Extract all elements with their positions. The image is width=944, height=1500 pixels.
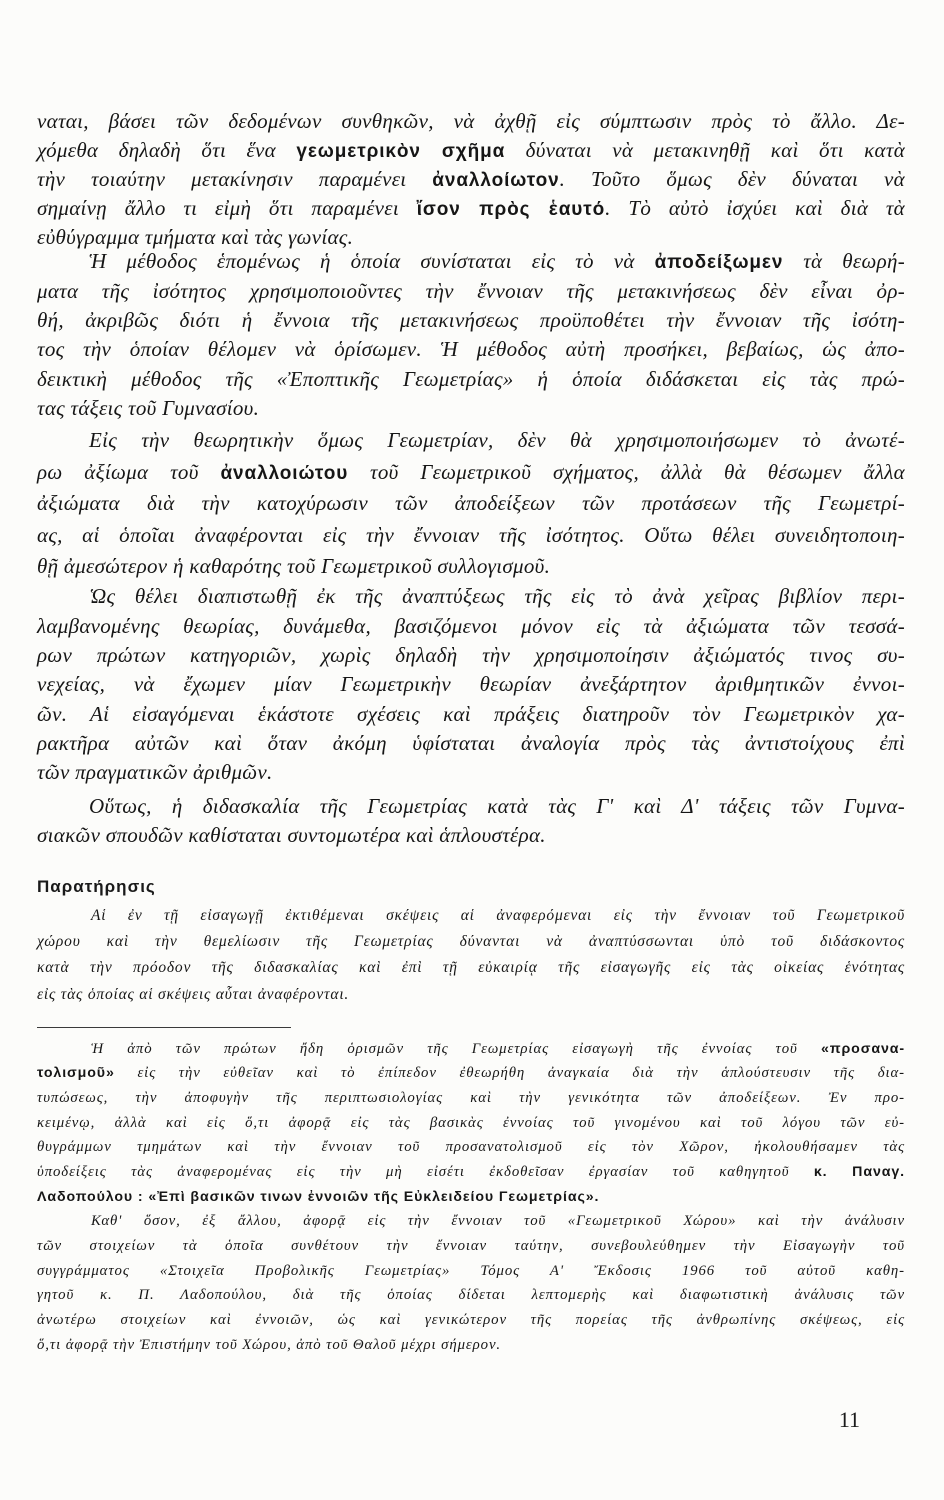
remark-heading: Παρατήρησις	[37, 877, 156, 896]
body-paragraph-4	[37, 582, 905, 787]
text-run: ὑποδείξεις τὰς ἀναφερομένας εἰς τὴν μὴ εἰσέτι ἐκδοθεῖσαν ἐργασίαν τοῦ καθηγητοῦ	[37, 1163, 814, 1180]
text-line-content	[91, 1037, 905, 1062]
text-line-content	[37, 107, 905, 136]
text-run: εἰς τὰς ὁποίας αἱ σκέψεις αὗται ἀναφέρονται.	[37, 985, 350, 1003]
bold-term: ἀναλλοιώτου	[220, 462, 349, 484]
text-line	[37, 1209, 905, 1234]
bold-term: τολισμοῦ»	[37, 1065, 115, 1082]
footnote	[37, 1037, 905, 1358]
text-line-content	[37, 136, 905, 166]
body-paragraph-3	[37, 425, 905, 583]
text-line-content	[89, 425, 905, 457]
text-run: ῶν. Αἱ εἰσαγόμεναι ἑκάστοτε σχέσεις καὶ πράξεις διατηροῦν τὸν Γεωμετρικὸν χα-	[37, 701, 905, 726]
text-run: τος τὴν ὁποίαν θέλομεν νὰ ὁρίσωμεν. Ἡ μέθοδος αὐτὴ προσήκει, βεβαίως, ὡς ἀπο-	[37, 337, 905, 362]
text-run: ἀξιώματα διὰ τὴν κατοχύρωσιν τῶν ἀποδείξεων τῶν προτάσεων τῆς Γεωμετρί-	[37, 491, 905, 516]
text-run: ρακτῆρα αὐτῶν καὶ ὅταν ἀκόμη ὑφίσταται ἀναλογία πρὸς τὰς ἀντιστοίχους ἐπὶ	[37, 730, 905, 755]
text-run: ρω ἀξίωμα τοῦ	[37, 459, 221, 484]
body-paragraph-2	[37, 247, 905, 423]
text-line	[37, 1135, 905, 1160]
text-run: χώρου καὶ τὴν θεμελίωσιν τῆς Γεωμετρίας δύνανται νὰ ἀναπτύσσωνται ὑπὸ τοῦ διδάσκοντος	[37, 933, 905, 951]
text-line-content	[91, 1209, 905, 1234]
text-run: Αἱ ἐν τῇ εἰσαγωγῇ ἐκτιθέμεναι σκέψεις αἱ ἀναφερόμεναι εἰς τὴν ἔννοιαν τοῦ Γεωμετρικοῦ	[91, 906, 905, 924]
text-run: τυπώσεως, τὴν ἀποφυγὴν τῆς περιπτωσιολογίας καὶ τὴν γενικότητα τῶν ἀποδείξεων. Ἐν προ-	[37, 1090, 905, 1106]
text-line	[37, 488, 905, 520]
text-line-content	[37, 641, 905, 670]
text-line	[37, 551, 905, 583]
text-line	[37, 929, 905, 955]
text-line-content	[37, 670, 905, 699]
text-run: λαμβανομένης θεωρίας, δυνάμεθα, βασιζόμενοι μόνον εἰς τὰ ἀξιώματα τῶν τεσσά-	[37, 613, 905, 638]
bold-term: ἴσον πρὸς ἑαυτό	[416, 198, 606, 220]
text-line-content	[37, 821, 546, 850]
text-line	[37, 365, 905, 394]
text-run: ματα τῆς ἰσότητος χρησιμοποιοῦντες τὴν ἔννοιαν τῆς μετακινήσεως δὲν εἶναι ὀρ-	[37, 278, 905, 303]
text-run: τῶν πραγματικῶν ἀριθμῶν.	[37, 760, 273, 785]
text-line	[37, 1160, 905, 1185]
text-line	[37, 1111, 905, 1136]
text-run: τοῦ Γεωμετρικοῦ σχήματος, ἀλλὰ θὰ θέσωμεν ἄλλα	[348, 459, 905, 484]
text-line	[37, 821, 905, 850]
text-run: τὰ θεωρή-	[783, 249, 906, 274]
bold-term: ἀναλλοίωτον	[432, 169, 560, 191]
bold-term: «προσανα-	[820, 1040, 905, 1057]
text-run: ἀνωτέρω στοιχείων καὶ ἐννοιῶν, ὡς καὶ γενικώτερον τῆς πορείας τῆς ἀνθρωπίνης σκέψεως, εἰς	[37, 1311, 905, 1328]
text-line-content	[89, 247, 905, 277]
text-run: δεικτικὴ μέθοδος τῆς «Ἐποπτικῆς Γεωμετρίας» ἡ ὁποία διδάσκεται εἰς τὰς πρώ-	[37, 366, 905, 391]
text-run: χόμεθα δηλαδὴ ὅτι ἕνα	[37, 137, 297, 162]
text-line-content	[37, 277, 905, 306]
text-line	[37, 107, 905, 136]
text-line	[37, 1061, 905, 1086]
text-run: ας, αἱ ὁποῖαι ἀναφέρονται εἰς τὴν ἔννοιαν τῆς ἰσότητος. Οὕτω θέλει συνειδητοποιη-	[37, 522, 905, 547]
footnote-divider	[37, 1027, 291, 1028]
text-run: εἰς τὴν εὐθεῖαν καὶ τὸ ἐπίπεδον ἐθεωρήθη ἀναγκαία διὰ τὴν ἁπλούστευσιν τῆς δια-	[114, 1065, 905, 1082]
text-line-content	[37, 729, 905, 758]
text-run: . Τοῦτο ὅμως δὲν δύναται νὰ	[559, 166, 905, 191]
text-run: Ἡ ἀπὸ τῶν πρώτων ἤδη ὁρισμῶν τῆς Γεωμετρίας εἰσαγωγὴ τῆς ἐννοίας τοῦ	[91, 1040, 821, 1057]
text-line	[37, 729, 905, 758]
footnote-paragraph-2	[37, 1209, 905, 1357]
text-line-content	[37, 165, 905, 195]
text-line-content	[37, 1333, 501, 1358]
text-line-content	[37, 1259, 905, 1284]
text-line	[37, 394, 905, 423]
text-line	[37, 457, 905, 489]
text-run: δύναται νὰ μετακινηθῇ καὶ ὅτι κατὰ	[505, 137, 906, 162]
text-run: τας τάξεις τοῦ Γυμνασίου.	[37, 395, 260, 420]
text-line-content	[37, 1160, 905, 1185]
text-line	[37, 1259, 905, 1284]
text-line	[37, 1333, 905, 1358]
text-run: νεχείας, νὰ ἔχωμεν μίαν Γεωμετρικὴν θεωρίαν ἀνεξάρτητον ἀριθμητικῶν ἐννοι-	[37, 672, 905, 697]
bold-term: ἀποδείξωμεν	[654, 252, 784, 274]
text-run: θῇ ἀμεσώτερον ἡ καθαρότης τοῦ Γεωμετρικοῦ συλλογισμοῦ.	[37, 554, 551, 579]
text-line-content	[37, 457, 905, 490]
text-line-content	[37, 612, 905, 641]
text-line-content	[37, 1135, 905, 1160]
text-line-content	[37, 1086, 905, 1111]
text-line	[37, 335, 905, 364]
text-run: θή, ἀκριβῶς διότι ἡ ἔννοια τῆς μετακινήσεως προϋποθέτει τὴν ἔννοιαν τῆς ἰσότη-	[37, 307, 905, 332]
text-line-content	[37, 394, 259, 423]
text-line	[37, 758, 905, 787]
text-line-content	[89, 582, 905, 611]
text-line	[37, 1037, 905, 1062]
text-line-content	[37, 365, 905, 394]
text-line-content	[37, 1185, 599, 1210]
text-run: σιακῶν σπουδῶν καθίσταται συντομωτέρα καὶ ἁπλουστέρα.	[37, 822, 546, 847]
text-line-content	[37, 520, 905, 552]
text-line	[37, 1308, 905, 1333]
text-line-content	[37, 1308, 905, 1333]
text-run: ὅ,τι ἀφορᾷ τὴν Ἐπιστήμην τοῦ Χώρου, ἀπὸ τοῦ Θαλοῦ μέχρι σήμερον.	[37, 1336, 502, 1353]
text-run: Καθ' ὅσον, ἐξ ἄλλου, ἀφορᾷ εἰς τὴν ἔννοιαν τοῦ «Γεωμετρικοῦ Χώρου» καὶ τὴν ἀνάλυσιν	[91, 1213, 905, 1230]
text-run: τὴν τοιαύτην μετακίνησιν παραμένει	[37, 166, 433, 191]
text-line-content	[37, 700, 905, 729]
body-paragraph-1	[37, 107, 905, 252]
text-run: Ἡ μέθοδος ἑπομένως ἡ ὁποία συνίσταται εἰς τὸ νὰ	[89, 249, 655, 274]
text-line	[37, 612, 905, 641]
text-line-content	[37, 488, 905, 520]
text-run: γητοῦ κ. Π. Λαδοπούλου, διὰ τῆς ὁποίας δίδεται λεπτομερὴς καὶ διαφωτιστικὴ ἀνάλυσις τῶν	[37, 1287, 905, 1304]
body-paragraph-5	[37, 792, 905, 850]
text-run: κατὰ τὴν πρόοδον τῆς διδασκαλίας καὶ ἐπὶ τῇ εὐκαιρίᾳ τῆς εἰσαγωγῆς εἰς τὰς οἰκείας ἑνότητας	[37, 959, 905, 977]
text-run: . Τὸ αὐτὸ ἰσχύει καὶ διὰ τὰ	[605, 195, 905, 220]
remark-paragraph	[37, 903, 905, 1008]
text-line-content	[37, 1111, 905, 1136]
text-line	[37, 903, 905, 929]
text-run: ναται, βάσει τῶν δεδομένων συνθηκῶν, νὰ ἀχθῇ εἰς σύμπτωσιν πρὸς τὸ ἄλλο. Δε-	[37, 108, 905, 133]
text-line	[37, 1185, 905, 1210]
text-line-content	[37, 335, 905, 364]
text-run: Εἰς τὴν θεωρητικὴν ὅμως Γεωμετρίαν, δὲν θὰ χρησιμοποιήσωμεν τὸ ἀνωτέ-	[89, 428, 905, 453]
text-line	[37, 982, 905, 1008]
text-line-content	[91, 903, 905, 929]
text-line	[37, 136, 905, 165]
footnote-paragraph-1	[37, 1037, 905, 1210]
text-line-content	[37, 551, 550, 583]
text-line-content	[37, 1061, 905, 1086]
text-line	[37, 700, 905, 729]
text-run: εὐθύγραμμα τμήματα καὶ τὰς γωνίας.	[37, 224, 354, 249]
text-run: Οὕτως, ἡ διδασκαλία τῆς Γεωμετρίας κατὰ τὰς Γ' καὶ Δ' τάξεις τῶν Γυμνα-	[89, 793, 905, 818]
text-line	[37, 165, 905, 194]
text-line	[37, 582, 905, 611]
text-line	[37, 520, 905, 552]
text-line-content	[37, 955, 905, 981]
text-line-content	[37, 1283, 905, 1308]
text-line	[37, 194, 905, 223]
text-run: σημαίνῃ ἄλλο τι εἰμὴ ὅτι παραμένει	[37, 195, 417, 220]
text-line-content	[37, 758, 273, 787]
text-line	[37, 277, 905, 306]
text-line-content	[37, 929, 905, 955]
text-run: θυγράμμων τμημάτων καὶ τὴν ἔννοιαν τοῦ προσανατολισμοῦ εἰς τὸν Χῶρον, ἠκολουθήσαμεν τὰς	[37, 1139, 905, 1156]
text-line-content	[37, 982, 349, 1008]
text-line	[37, 955, 905, 981]
bold-term: κ. Παναγ.	[813, 1163, 905, 1180]
text-line	[37, 1283, 905, 1308]
text-line	[37, 641, 905, 670]
text-line	[37, 247, 905, 276]
bold-term: γεωμετρικὸν σχῆμα	[296, 140, 506, 162]
text-line-content	[37, 306, 905, 335]
text-line-content	[37, 1234, 905, 1259]
text-line	[37, 306, 905, 335]
text-run: Ὡς θέλει διαπιστωθῇ ἐκ τῆς ἀναπτύξεως τῆς εἰς τὸ ἀνὰ χεῖρας βιβλίον περι-	[89, 584, 905, 609]
text-run: συγγράμματος «Στοιχεῖα Προβολικῆς Γεωμετρίας» Τόμος Α' Ἔκδοσις 1966 τοῦ αὐτοῦ καθη-	[37, 1262, 905, 1279]
text-line-content	[37, 194, 905, 224]
page-number: 11	[838, 1407, 860, 1432]
text-run: τῶν στοιχείων τὰ ὁποῖα συνθέτουν τὴν ἔννοιαν ταύτην, συνεβουλεύθημεν τὴν Εἰσαγωγὴν τοῦ	[37, 1237, 905, 1254]
text-line	[37, 425, 905, 457]
text-run: ρων πρώτων κατηγοριῶν, χωρὶς δηλαδὴ τὴν χρησιμοποίησιν ἀξιώματός τινος συ-	[37, 642, 905, 667]
text-line	[37, 1234, 905, 1259]
text-run: κειμένῳ, ἀλλὰ καὶ εἰς ὅ,τι ἀφορᾷ εἰς τὰς βασικὰς ἐννοίας τοῦ γινομένου καὶ τοῦ λόγου τῶν εὐ-	[37, 1114, 905, 1131]
text-line	[37, 1086, 905, 1111]
text-line	[37, 670, 905, 699]
bold-term: Λαδοπούλου : «Ἐπὶ βασικῶν τινων ἐννοιῶν τῆς Εὐκλειδείου Γεωμετρίας».	[37, 1188, 600, 1205]
text-line	[37, 792, 905, 821]
text-line-content	[89, 792, 905, 821]
